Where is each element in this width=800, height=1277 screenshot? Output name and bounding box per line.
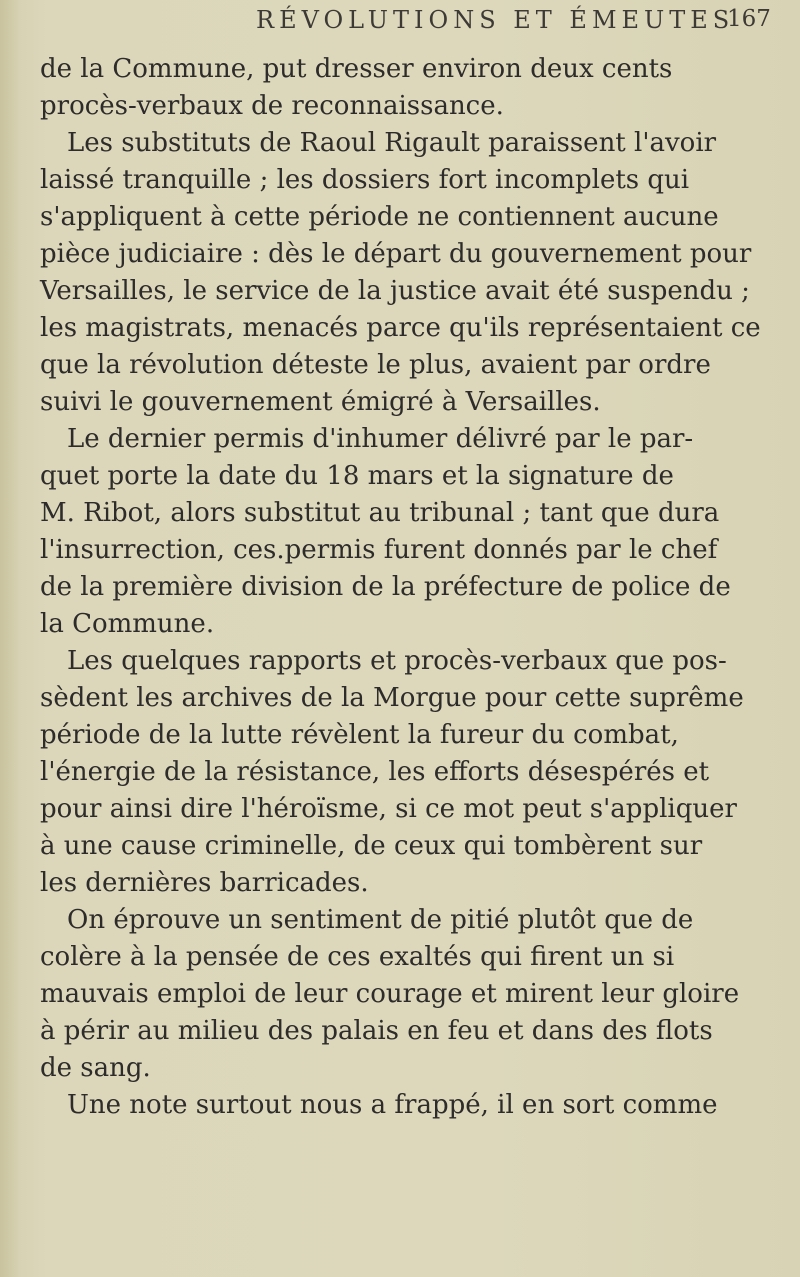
text-line: pièce judiciaire : dès le départ du gouvernement pour [40,239,752,269]
text-line: à périr au milieu des palais en feu et dans des flots [40,1016,713,1046]
running-header-title: RÉVOLUTIONS ET ÉMEUTES [256,6,735,34]
text-line: Versailles, le service de la justice avait été suspendu ; [40,276,750,306]
text-line: l'insurrection, ces.permis furent donnés par le chef [40,535,718,565]
text-line: les dernières barricades. [40,868,369,898]
text-line: s'appliquent à cette période ne contiennent aucune [40,202,719,232]
text-line: Les substituts de Raoul Rigault paraissent l'avoir [67,128,717,158]
text-line: à une cause criminelle, de ceux qui tombèrent sur [40,831,703,861]
text-line: procès-verbaux de reconnaissance. [40,91,504,121]
text-line: Une note surtout nous a frappé, il en sort comme [67,1090,718,1120]
text-line: de la Commune, put dresser environ deux cents [40,54,673,84]
text-line: de sang. [40,1053,151,1083]
text-line: mauvais emploi de leur courage et mirent leur gloire [40,979,740,1009]
text-line: Le dernier permis d'inhumer délivré par le par- [67,424,694,454]
text-line: que la révolution déteste le plus, avaient par ordre [40,350,711,380]
page-gutter-shadow [0,0,20,1277]
text-line: période de la lutte révèlent la fureur du combat, [40,720,679,750]
text-line: suivi le gouvernement émigré à Versailles. [40,387,601,417]
text-line: l'énergie de la résistance, les efforts désespérés et [40,757,710,787]
text-line: quet porte la date du 18 mars et la signature de [40,461,674,491]
text-line: pour ainsi dire l'héroïsme, si ce mot peut s'appliquer [40,794,737,824]
text-line: sèdent les archives de la Morgue pour cette suprême [40,683,744,713]
page-number: 167 [727,6,771,32]
text-line: M. Ribot, alors substitut au tribunal ; tant que dura [40,498,720,528]
text-line: On éprouve un sentiment de pitié plutôt que de [67,905,694,935]
text-line: laissé tranquille ; les dossiers fort incomplets qui [40,165,690,195]
body-text [40,51,780,1124]
text-line: Les quelques rapports et procès-verbaux que pos- [67,646,727,676]
text-line: de la première division de la préfecture de police de [40,572,731,602]
text-line: les magistrats, menacés parce qu'ils représentaient ce [40,313,761,343]
text-line: la Commune. [40,609,215,639]
text-line: colère à la pensée de ces exaltés qui firent un si [40,942,675,972]
